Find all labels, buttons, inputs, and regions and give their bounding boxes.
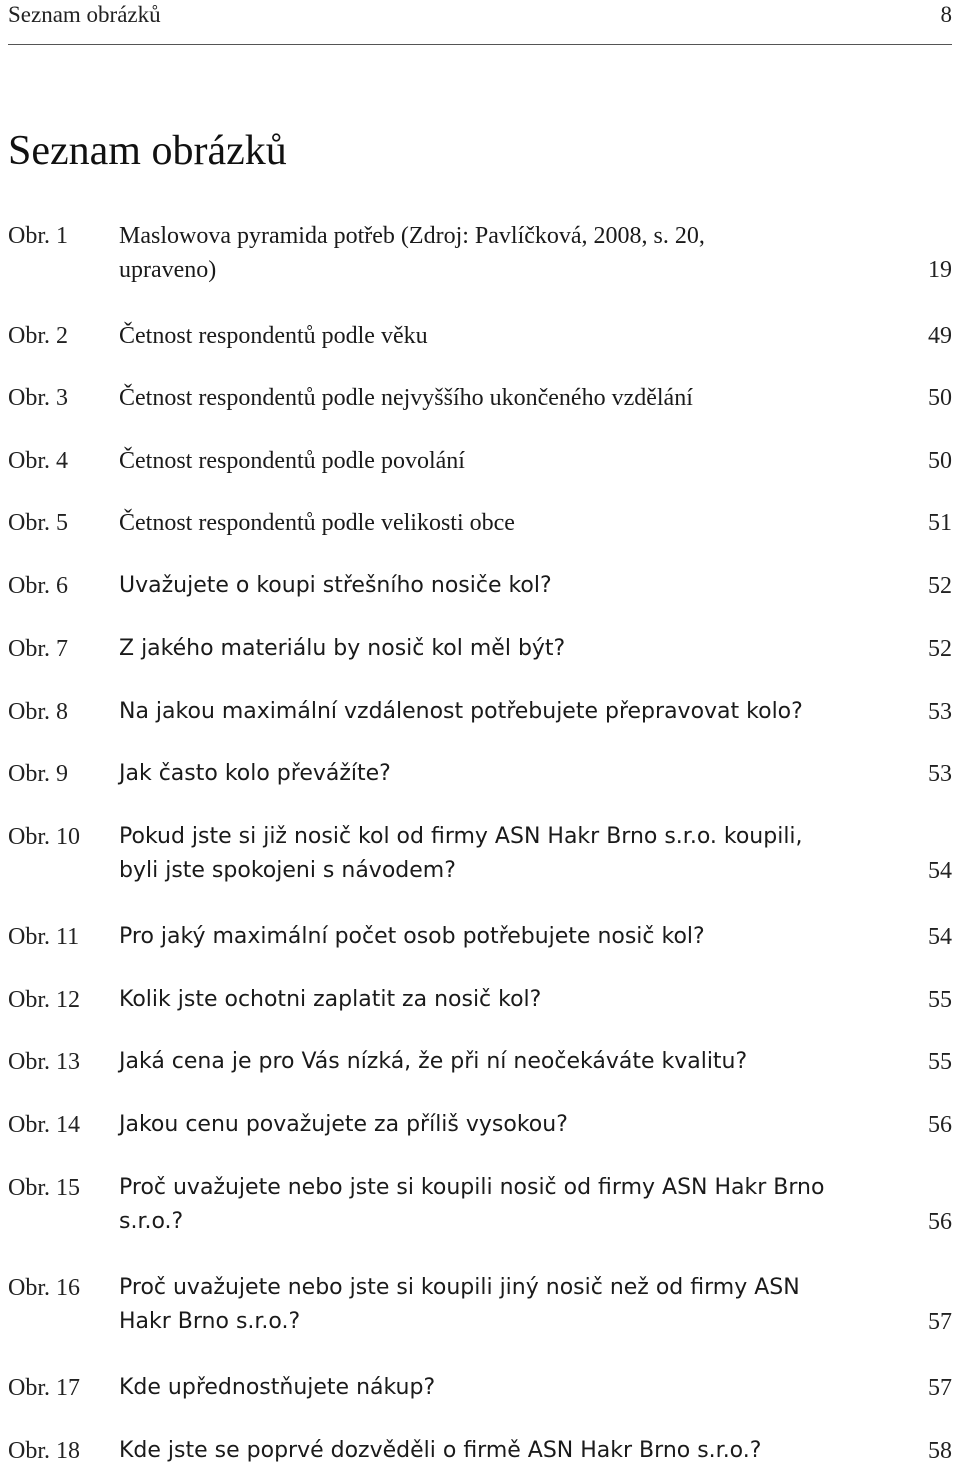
figure-page-number: 58 — [928, 1438, 952, 1464]
figure-caption-line: Kolik jste ochotni zaplatit za nosič kol? — [119, 987, 542, 1012]
figure-caption-line: Jaká cena je pro Vás nízká, že při ní neočekáváte kvalitu? — [119, 1049, 748, 1074]
figure-page-number: 54 — [928, 924, 952, 950]
running-header-page-number: 8 — [940, 2, 952, 27]
running-header — [8, 0, 952, 45]
figure-label: Obr. 11 — [8, 924, 80, 950]
figure-page-number: 57 — [928, 1309, 952, 1335]
figure-caption-line: Četnost respondentů podle povolání — [119, 448, 465, 474]
figure-caption-line: byli jste spokojeni s návodem? — [119, 858, 456, 883]
figure-label: Obr. 6 — [8, 573, 68, 599]
figure-label: Obr. 2 — [8, 323, 68, 349]
figure-caption — [119, 506, 890, 540]
figure-caption-line: Pokud jste si již nosič kol od firmy ASN Hakr Brno s.r.o. koupili, — [119, 824, 803, 849]
figure-caption-line: Kde upřednostňujete nákup? — [119, 1375, 436, 1400]
figure-caption — [119, 920, 890, 954]
figure-page-number: 49 — [928, 323, 952, 349]
figure-caption-line: Četnost respondentů podle velikosti obce — [119, 510, 515, 536]
figure-caption — [119, 820, 890, 888]
figure-caption-line: upraveno) — [119, 257, 217, 283]
figure-caption-line: Jak často kolo převážíte? — [119, 761, 391, 786]
figure-page-number: 56 — [928, 1209, 952, 1235]
figure-caption-line: Z jakého materiálu by nosič kol měl být? — [119, 636, 566, 661]
figure-label: Obr. 1 — [8, 223, 68, 249]
figure-caption — [119, 1045, 890, 1079]
figure-label: Obr. 4 — [8, 448, 68, 474]
figure-page-number: 55 — [928, 987, 952, 1013]
figure-label: Obr. 9 — [8, 761, 68, 787]
figure-caption-line: s.r.o.? — [119, 1209, 184, 1234]
figure-caption — [119, 381, 890, 415]
running-header-title: Seznam obrázků — [8, 2, 161, 27]
figure-caption-line: Maslowova pyramida potřeb (Zdroj: Pavlíčková, 2008, s. 20, — [119, 223, 705, 249]
figure-caption — [119, 1434, 890, 1468]
figure-caption-line: Proč uvažujete nebo jste si koupili jiný nosič než od firmy ASN — [119, 1275, 800, 1300]
figure-label: Obr. 8 — [8, 699, 68, 725]
figure-caption-line: Na jakou maximální vzdálenost potřebujete přepravovat kolo? — [119, 699, 803, 724]
figure-caption — [119, 1171, 890, 1239]
figure-label: Obr. 13 — [8, 1049, 80, 1075]
figure-caption-line: Pro jaký maximální počet osob potřebujete nosič kol? — [119, 924, 705, 949]
figure-page-number: 53 — [928, 761, 952, 787]
figure-page-number: 55 — [928, 1049, 952, 1075]
figure-caption — [119, 444, 890, 478]
figure-caption — [119, 757, 890, 791]
figure-caption-line: Četnost respondentů podle věku — [119, 323, 428, 349]
figure-page-number: 51 — [928, 510, 952, 536]
figure-page-number: 56 — [928, 1112, 952, 1138]
figure-caption — [119, 983, 890, 1017]
figure-caption-line: Četnost respondentů podle nejvyššího ukončeného vzdělání — [119, 385, 693, 411]
figure-caption — [119, 319, 890, 353]
figure-caption-line: Kde jste se poprvé dozvěděli o firmě ASN Hakr Brno s.r.o.? — [119, 1438, 762, 1463]
figure-label: Obr. 10 — [8, 824, 80, 850]
figure-caption — [119, 695, 890, 729]
figure-caption — [119, 1271, 890, 1339]
figure-caption — [119, 219, 890, 287]
figure-page-number: 50 — [928, 448, 952, 474]
figure-page-number: 54 — [928, 858, 952, 884]
figure-page-number: 52 — [928, 636, 952, 662]
figure-label: Obr. 5 — [8, 510, 68, 536]
figure-page-number: 57 — [928, 1375, 952, 1401]
figure-page-number: 53 — [928, 699, 952, 725]
figure-page-number: 19 — [928, 257, 952, 283]
figure-label: Obr. 3 — [8, 385, 68, 411]
figure-caption — [119, 1108, 890, 1142]
figure-page-number: 50 — [928, 385, 952, 411]
figure-caption — [119, 1371, 890, 1405]
figure-page-number: 52 — [928, 573, 952, 599]
figure-label: Obr. 15 — [8, 1175, 80, 1201]
figure-caption-line: Uvažujete o koupi střešního nosiče kol? — [119, 573, 552, 598]
figure-label: Obr. 17 — [8, 1375, 80, 1401]
figure-caption-line: Proč uvažujete nebo jste si koupili nosič od firmy ASN Hakr Brno — [119, 1175, 825, 1200]
figure-caption-line: Jakou cenu považujete za příliš vysokou? — [119, 1112, 568, 1137]
figure-label: Obr. 16 — [8, 1275, 80, 1301]
figure-label: Obr. 18 — [8, 1438, 80, 1464]
page-title: Seznam obrázků — [8, 128, 287, 174]
figure-label: Obr. 7 — [8, 636, 68, 662]
figure-label: Obr. 14 — [8, 1112, 80, 1138]
figure-caption — [119, 569, 890, 603]
figure-label: Obr. 12 — [8, 987, 80, 1013]
figure-caption — [119, 632, 890, 666]
figure-caption-line: Hakr Brno s.r.o.? — [119, 1309, 301, 1334]
